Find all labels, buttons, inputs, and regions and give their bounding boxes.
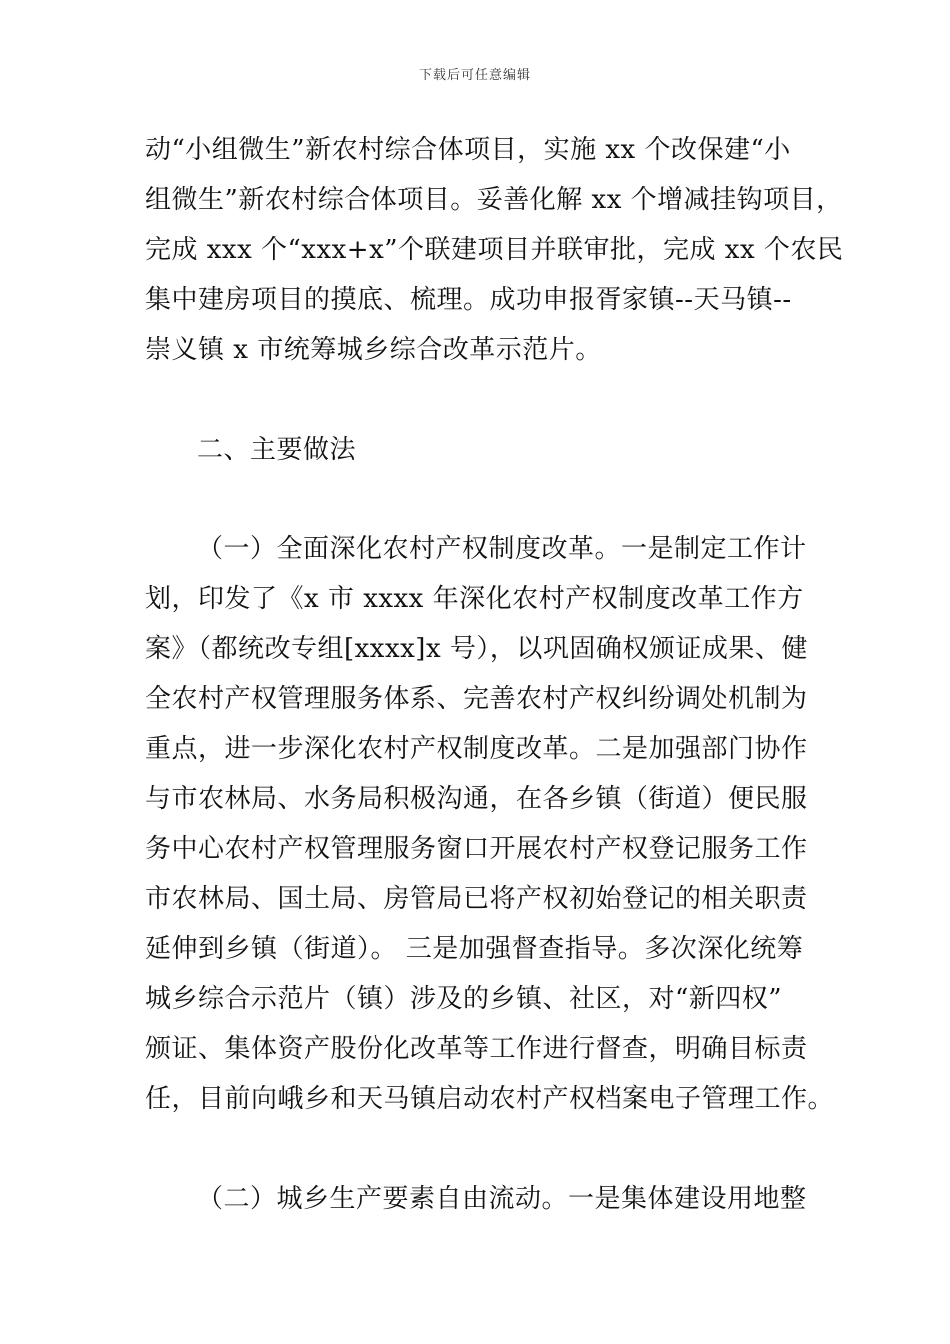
text-line: 全农村产权管理服务体系、完善农村产权纠纷调处机制为	[145, 684, 808, 714]
text-line: （一）全面深化农村产权制度改革。一是制定工作计	[197, 534, 807, 564]
text-line: 延伸到乡镇（街道）。 三是加强督查指导。多次深化统筹	[145, 934, 804, 964]
text-line: 重点，进一步深化农村产权制度改革。二是加强部门协作	[145, 734, 808, 764]
section-heading: 二、主要做法	[197, 435, 357, 465]
text-line: 市农林局、国土局、房管局已将产权初始登记的相关职责	[145, 884, 808, 914]
text-line: 完成 xxx 个“xxx+x”个联建项目并联审批，完成 xx 个农民	[145, 235, 844, 265]
text-line: 崇义镇 x 市统筹城乡综合改革示范片。	[145, 335, 602, 365]
text-line: 任，目前向峨乡和天马镇启动农村产权档案电子管理工作。	[145, 1084, 835, 1114]
text-line: 颁证、集体资产股份化改革等工作进行督查，明确目标责	[145, 1034, 808, 1064]
text-line: 集中建房项目的摸底、梳理。成功申报胥家镇--天马镇--	[145, 285, 792, 315]
text-line: 组微生”新农村综合体项目。妥善化解 xx 个增减挂钩项目，	[145, 185, 843, 215]
text-line: 动“小组微生”新农村综合体项目，实施 xx 个改保建“小	[145, 135, 791, 165]
text-line: 城乡综合示范片（镇）涉及的乡镇、社区，对“新四权”	[145, 984, 783, 1014]
text-line: 务中心农村产权管理服务窗口开展农村产权登记服务工作	[145, 834, 808, 864]
text-line: 与市农林局、水务局积极沟通，在各乡镇（街道）便民服	[145, 784, 808, 814]
text-line: 案》（都统改专组[xxxx]x 号），以巩固确权颁证成果、健	[145, 634, 808, 664]
text-line: 划，印发了《x 市 xxxx 年深化农村产权制度改革工作方	[145, 584, 804, 614]
page-header: 下载后可任意编辑	[418, 68, 531, 83]
text-line: （二）城乡生产要素自由流动。一是集体建设用地整	[197, 1184, 807, 1214]
